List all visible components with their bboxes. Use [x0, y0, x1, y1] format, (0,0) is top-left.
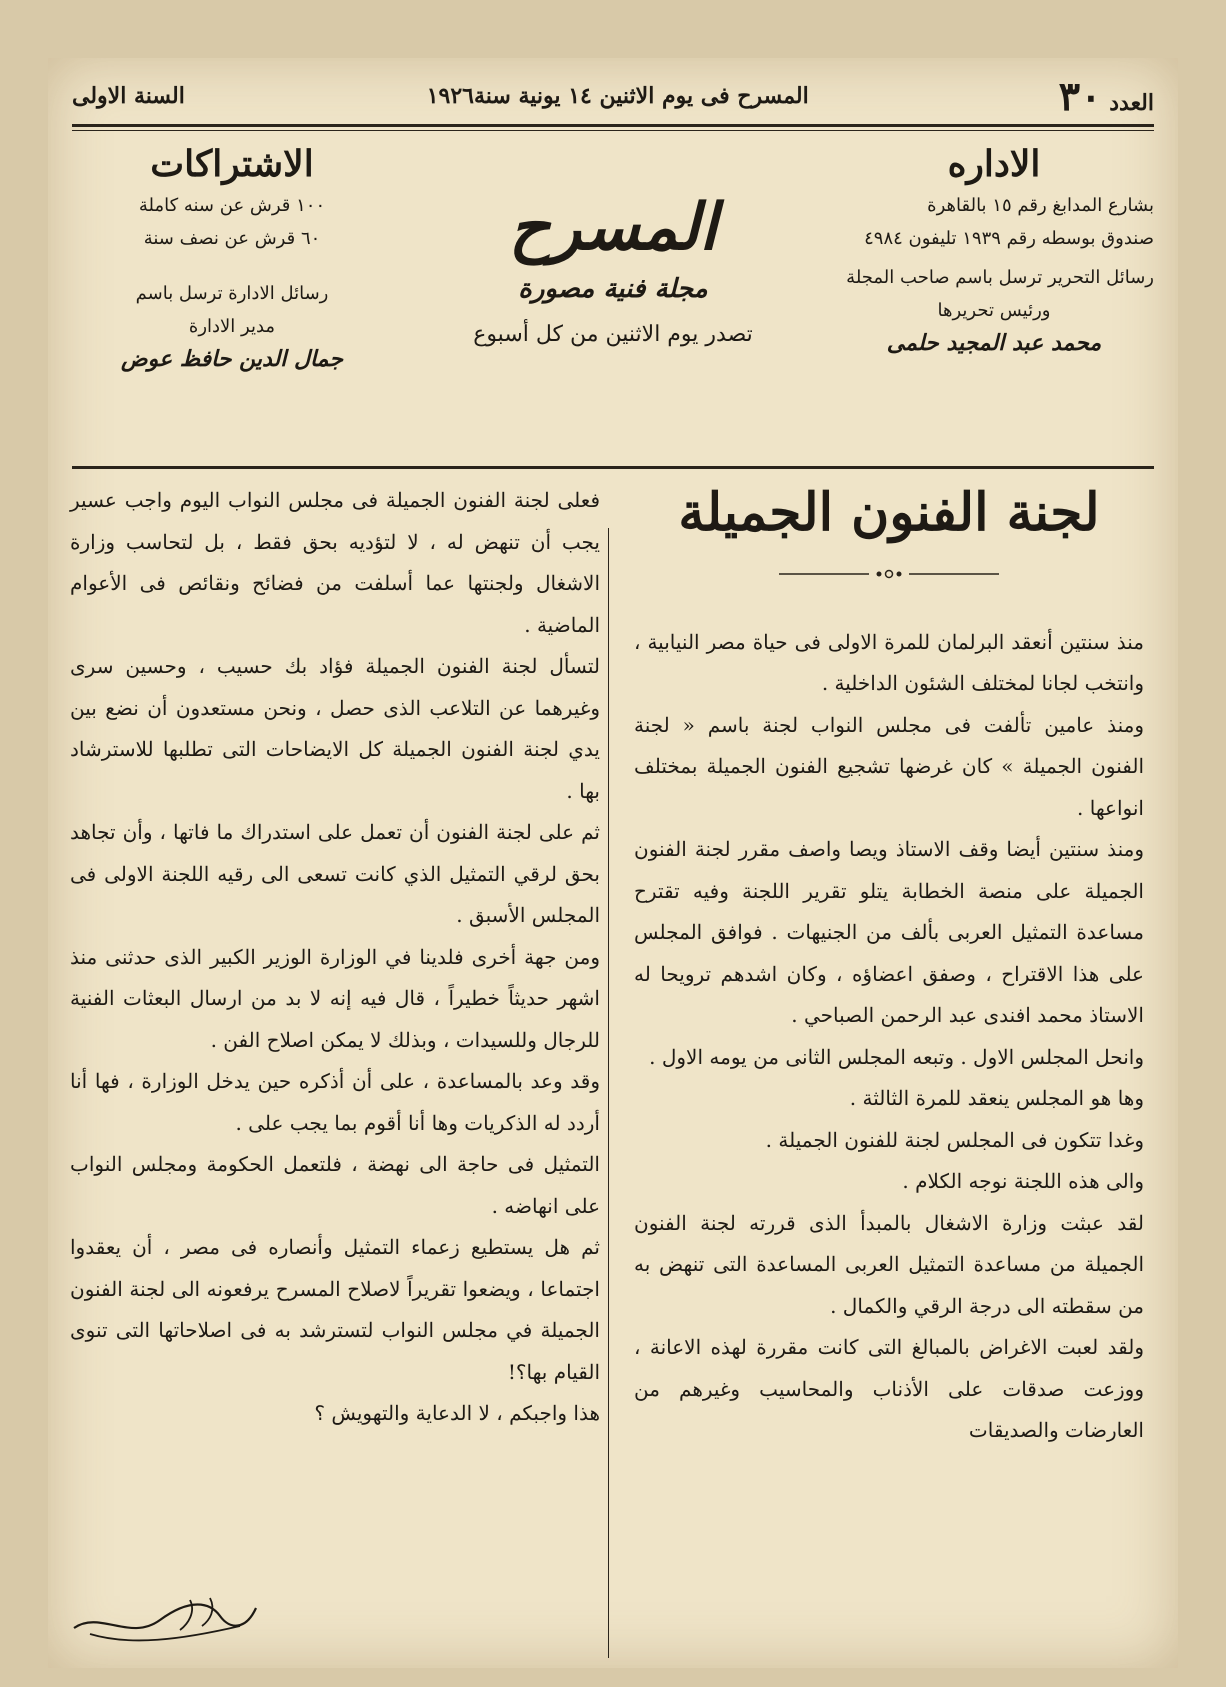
- article-paragraph: وها هو المجلس ينعقد للمرة الثالثة .: [849, 1086, 1144, 1110]
- masthead-rule: [72, 466, 1154, 469]
- issue-number: ٣٠: [1058, 72, 1102, 120]
- issue-number-block: [1051, 73, 1154, 120]
- issue-header: [72, 72, 1154, 120]
- article-paragraph: وغدا تتكون فى المجلس لجنة للفنون الجميلة .: [765, 1127, 1144, 1152]
- manager-signature: جمال الدين حافظ عوض: [120, 346, 343, 372]
- article-paragraph: ثم هل يستطيع زعماء التمثيل وأنصاره فى مصر ، أن يعقدوا اجتماعا ، ويضعوا تقريراً لاصلاح المسرح يرفعونه الى لجنة الفنون الجميلة في مجلس النواب لتسترشد به فى اصلاحاتها التى تنوى القيام بها؟!: [70, 1235, 600, 1384]
- administration-heading: الاداره: [947, 143, 1041, 185]
- article-paragraph: وقد وعد بالمساعدة ، على أن أذكره حين يدخل الوزارة ، فها أنا أردد له الذكريات وها أنا أقوم بما يجب على .: [70, 1069, 600, 1135]
- article-paragraph: لتسأل لجنة الفنون الجميلة فؤاد بك حسيب ، وحسين سرى وغيرهما عن التلاعب الذى حصل ، ونحن مستعدون أن نضع بين يدي لجنة الفنون الجميلة كل الايضاحات التى تطلبها للاسترشاد بها .: [70, 654, 600, 803]
- subscription-line: رسائل الادارة ترسل باسم: [135, 283, 329, 304]
- column-divider: [608, 528, 609, 1658]
- article-right-column: [634, 478, 1144, 1452]
- subscriptions-heading: الاشتراكات: [150, 143, 314, 185]
- date-line: المسرح فى يوم الاثنين ١٤ يونية سنة١٩٢٦: [426, 83, 809, 109]
- subscription-line: ٦٠ قرش عن نصف سنة: [143, 228, 321, 249]
- publication-tagline: مجلة فنية مصورة: [518, 274, 708, 304]
- title-ornament: [634, 554, 1144, 596]
- article-paragraph: فعلى لجنة الفنون الجميلة فى مجلس النواب اليوم واجب عسير يجب أن تنهض له ، لا لتؤديه بحق فقط ، بل لتحاسب وزارة الاشغال ولجنتها عما أسلفت من فضائح ونقائص فى الأعوام الماضية .: [70, 488, 600, 637]
- header-rule: [72, 124, 1154, 127]
- editor-signature: محمد عبد المجيد حلمى: [886, 330, 1102, 356]
- article-paragraph: لقد عبثت وزارة الاشغال بالمبدأ الذى قررته لجنة الفنون الجميلة من مساعدة التمثيل العربى المساعدة التى تنهض به من سقطته الى درجة الرقي والكمال .: [634, 1210, 1144, 1318]
- newspaper-page: [48, 58, 1178, 1668]
- administration-block: [834, 143, 1154, 360]
- article-paragraph: وانحل المجلس الاول . وتبعه المجلس الثانى من يومه الاول .: [649, 1044, 1144, 1069]
- admin-line: رسائل التحرير ترسل باسم صاحب المجلة: [846, 267, 1154, 288]
- header-rule-thin: [72, 130, 1154, 131]
- year-label: السنة الاولى: [72, 83, 185, 109]
- article-paragraph: ثم على لجنة الفنون أن تعمل على استدراك ما فاتها ، وأن تجاهد بحق لرقي التمثيل الذي كانت تسعى الى رقيه اللجنة الاولى فى المجلس الأسبق .: [70, 820, 600, 927]
- admin-line: ورئيس تحريرها: [937, 300, 1051, 321]
- article-left-column: [70, 480, 600, 1435]
- article-title: لجنة الفنون الجميلة: [678, 482, 1100, 543]
- masthead: [72, 143, 1154, 518]
- author-signature: [70, 1590, 260, 1648]
- admin-line: صندوق بوسطه رقم ١٩٣٩ تليفون ٤٩٨٤: [864, 228, 1154, 249]
- article-paragraph: ومنذ سنتين أيضا وقف الاستاذ ويصا واصف مقرر لجنة الفنون الجميلة على منصة الخطابة يتلو تقرير اللجنة وفيه تقترح مساعدة التمثيل العربى بألف من الجنيهات . فوافق المجلس على هذا الاقتراح ، وصفق اعضاؤه ، وكان اشدهم ترويحا له الاستاذ محمد افندى عبد الرحمن الصباحي .: [634, 837, 1144, 1027]
- publication-frequency: تصدر يوم الاثنين من كل أسبوع: [473, 322, 753, 347]
- article-paragraph: منذ سنتين أنعقد البرلمان للمرة الاولى فى حياة مصر النيابية ، وانتخب لجانا لمختلف الشئون الداخلية .: [634, 629, 1144, 695]
- subscriptions-block: [72, 143, 392, 376]
- masthead-title-block: [412, 188, 814, 347]
- subscription-line: مدير الادارة: [188, 316, 276, 337]
- article-paragraph: ومنذ عامين تألفت فى مجلس النواب لجنة باسم « لجنة الفنون الجميلة » كان غرضها تشجيع الفنون الجميلة بمختلف انواعها .: [634, 712, 1144, 820]
- admin-line: بشارع المدابغ رقم ١٥ بالقاهرة: [927, 195, 1154, 216]
- publication-logo: المسرح: [509, 190, 717, 265]
- article-paragraph: والى هذه اللجنة نوجه الكلام .: [902, 1169, 1144, 1193]
- article-paragraph: ولقد لعبت الاغراض بالمبالغ التى كانت مقررة لهذه الاعانة ، ووزعت صدقات على الأذناب والمحاسيب وغيرهم من العارضات والصديقات: [634, 1335, 1144, 1442]
- article-paragraph: هذا واجبكم ، لا الدعاية والتهويش ؟: [314, 1401, 600, 1425]
- subscription-line: ١٠٠ قرش عن سنه كاملة: [138, 195, 326, 216]
- article-paragraph: ومن جهة أخرى فلدينا في الوزارة الوزير الكبير الذى حدثنى منذ اشهر حديثاً خطيراً ، قال فيه إنه لا بد من ارسال البعثات الفنية للرجال وللسيدات ، وبذلك لا يمكن اصلاح الفن .: [70, 944, 600, 1052]
- article-paragraph: التمثيل فى حاجة الى نهضة ، فلتعمل الحكومة ومجلس النواب على انهاضه .: [70, 1152, 600, 1218]
- issue-label: العدد: [1109, 89, 1154, 116]
